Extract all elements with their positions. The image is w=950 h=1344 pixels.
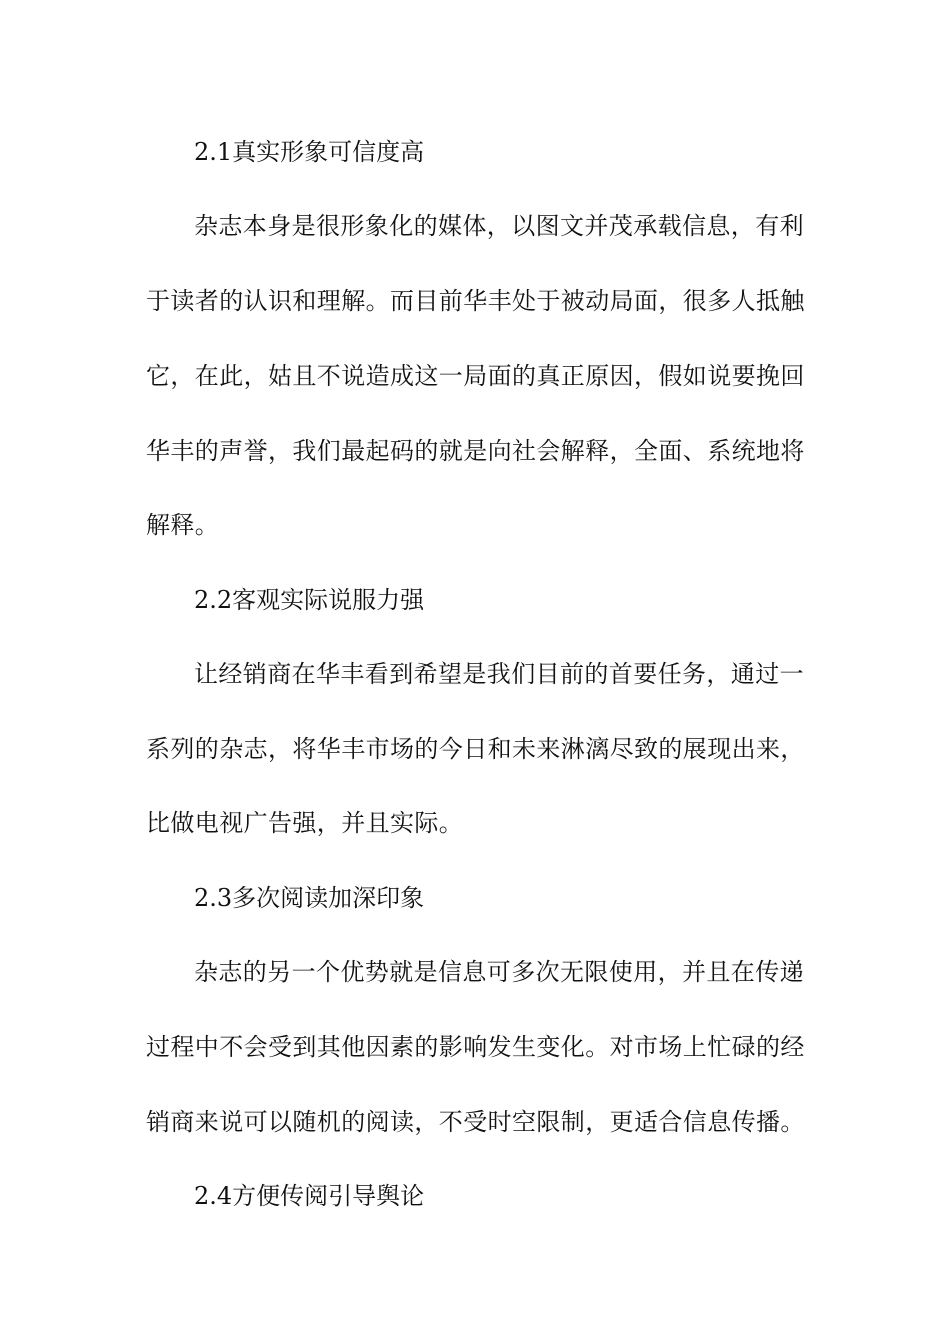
paragraph-line: 于读者的认识和理解。而目前华丰处于被动局面，很多人抵触 bbox=[146, 287, 805, 315]
section-heading-2-4: 2.4方便传阅引导舆论 bbox=[194, 1182, 425, 1210]
section-heading-2-1: 2.1真实形象可信度高 bbox=[194, 138, 425, 166]
paragraph-line: 系列的杂志，将华丰市场的今日和未来淋漓尽致的展现出来， bbox=[146, 735, 805, 763]
paragraph-line: 杂志本身是很形象化的媒体，以图文并茂承载信息，有利 bbox=[194, 212, 804, 240]
paragraph-line: 解释。 bbox=[146, 511, 220, 539]
paragraph-line: 华丰的声誉，我们最起码的就是向社会解释，全面、系统地将 bbox=[146, 437, 805, 465]
section-heading-2-3: 2.3多次阅读加深印象 bbox=[194, 884, 425, 912]
paragraph-line: 比做电视广告强，并且实际。 bbox=[146, 809, 464, 837]
paragraph-line: 销商来说可以随机的阅读，不受时空限制，更适合信息传播。 bbox=[146, 1108, 805, 1136]
section-heading-2-2: 2.2客观实际说服力强 bbox=[194, 586, 425, 614]
paragraph-line: 它，在此，姑且不说造成这一局面的真正原因，假如说要挽回 bbox=[146, 362, 805, 390]
paragraph-line: 让经销商在华丰看到希望是我们目前的首要任务，通过一 bbox=[194, 660, 804, 688]
paragraph-line: 过程中不会受到其他因素的影响发生变化。对市场上忙碌的经 bbox=[146, 1033, 805, 1061]
paragraph-line: 杂志的另一个优势就是信息可多次无限使用，并且在传递 bbox=[194, 958, 804, 986]
